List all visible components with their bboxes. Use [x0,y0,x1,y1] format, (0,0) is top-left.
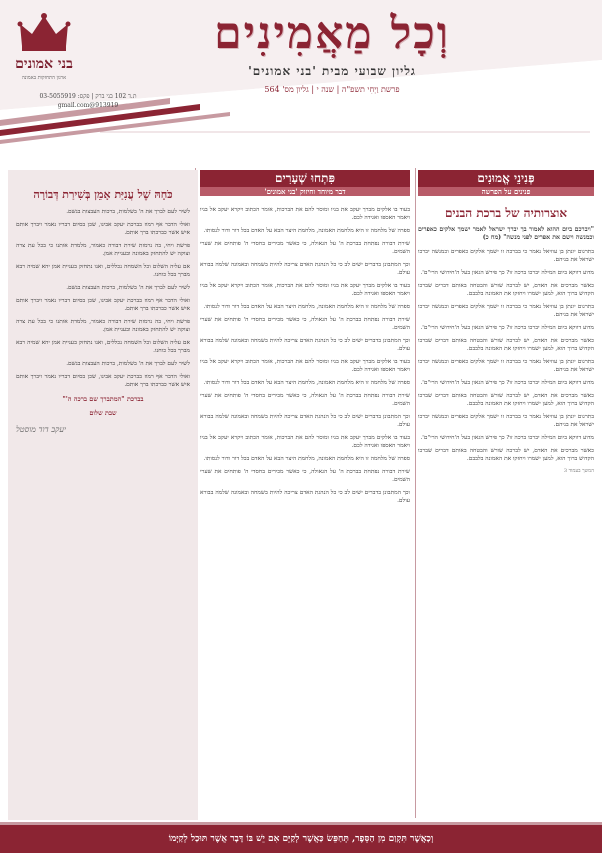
ribbon-subtitle: פנינים על הפרשה [418,187,594,196]
right-column [418,170,594,820]
crown-icon [14,12,74,54]
logo-subtitle: ארגון התחזקות באמונה [21,75,67,81]
middle-column-ribbon [200,170,410,196]
paragraph: אם עליה השלום וכל השמחה נכללים, ואנו נתחזק בעניית אמן יהא שמיה רבא מברך בכל כוחנו. [16,340,190,354]
paragraph: כאשר מברכים את האדם, יש לברכה שורש והבטחה באותם דברים שברכו הקדוש ברוך הוא, למען ישמרו ויחזקו את האמונה בלבבם. [418,393,594,408]
ribbon-title: פִּתְחוּ שְׁעָרִים [274,171,335,185]
article-title: אוצרותיה של ברכת הבנים [444,206,568,220]
paragraph: פרשת ויחי, בה נרמזת שירת דבורה כאמור, מלמדת אותנו כי בכל עת צרה וצוקה יש להתחזק באמונה ובעניית אמן. [16,319,190,333]
paragraph: וכך המתבונן בדברים ישים לב כי כל הנהגת האדם צריכה להיות בשמחה ובאמונה שלמה בבורא עולם. [200,338,410,352]
contact-address [28,92,148,110]
paragraph: בעוד בו אלקים מברך יעקב את בניו ומוסר להם את הברכות, אומר הכתוב ויקרא יעקב אל בניו ויאמר האספו ואגידה לכם. [200,283,410,297]
masthead-block [122,6,542,94]
closing-subtitle: שבת שלום [89,409,117,417]
paragraph: בתרגום יונתן בן עוזיאל נאמר כי בברכה זו ישמך אלקים כאפרים וכמנשה יברכו ישראל את בניהם. [418,414,594,429]
paragraph: שירת דבורה נפתחת בברכת ה' על הגאולה, כי כאשר מכירים בחסדי ה' פותחים את שערי השמים. [200,469,410,483]
paragraph: שירת דבורה נפתחת בברכת ה' על הגאולה, כי כאשר מכירים בחסדי ה' פותחים את שערי השמים. [200,393,410,407]
article-body [418,248,594,463]
logo-name: בני אמונים [15,56,73,72]
article-title: כֹּחָהּ שֶׁל עֲנִיַּת אָמֵן בְּשִׁירַת דְּבוֹרָה [33,188,173,201]
paragraph: כאשר מברכים את האדם, יש לברכה שורש והבטחה באותם דברים שברכו הקדוש ברוך הוא, למען ישמרו ויחזקו את האמונה בלבבם. [418,338,594,353]
paragraph: בעוד בו אלקים מברך יעקב את בניו ומוסר להם את הברכות, אומר הכתוב ויקרא יעקב אל בניו ויאמר האספו ואגידה לכם. [200,359,410,373]
paragraph: מדוע דווקא ביום המילה יברכו ברכה זו? כך פירש הגאון בעל ה'חידושי הרי"ם'. [420,325,594,332]
paragraph: ואולי הדבר אף רמוז בברכת יעקב אבינו, שכן בסיום דבריו נאמר ויברך אותם איש אשר כברכתו ברך אותם. [16,222,190,236]
verse-quote: "ויברכם ביום ההוא לאמור בך יברך ישראל לאמר ישמך אלקים כאפרים וכמנשה וישם את אפרים לפני מנשה" (מח כ) [418,226,594,242]
paragraph: מדוע דווקא ביום המילה יברכו ברכה זו? כך פירש הגאון בעל ה'חידושי הרי"ם'. [420,380,594,387]
paragraph: לשיר לעם לברך את ה' בשלמות, ברכות העבצות בגשם. [66,361,190,367]
masthead-header [0,0,602,150]
paragraph: שירת דבורה נפתחת בברכת ה' על הגאולה, כי כאשר מכירים בחסדי ה' פותחים את שערי השמים. [200,317,410,331]
paragraph: ספרה של מלחמה זו היא מלחמת האמונה, מלחמת היצר הבא על האדם בכל דור ודור לנסותו. [203,304,410,310]
organization-logo [10,12,78,98]
paragraph: ספרה של מלחמה זו היא מלחמת האמונה, מלחמת היצר הבא על האדם בכל דור ודור לנסותו. [203,228,410,234]
paragraph: וכך המתבונן בדברים ישים לב כי כל הנהגת האדם צריכה להיות בשמחה ובאמונה שלמה בבורא עולם. [200,490,410,504]
column-divider [415,168,416,818]
paragraph: לשיר לעם לברך את ה' בשלמות, ברכות העבצות בגשם. [66,285,190,291]
continued-note: המשך בעמוד 3 [563,468,594,475]
ribbon-title: פְּנִינֵי אֱמוּנִים [477,171,535,185]
paragraph: ספרה של מלחמה זו היא מלחמת האמונה, מלחמת היצר הבא על האדם בכל דור ודור לנסותו. [203,456,410,462]
paragraph: בתרגום יונתן בן עוזיאל נאמר כי בברכה זו ישמך אלקים כאפרים וכמנשה יברכו ישראל את בניהם. [418,304,594,319]
paragraph: וכך המתבונן בדברים ישים לב כי כל הנהגת האדם צריכה להיות בשמחה ובאמונה שלמה בבורא עולם. [200,414,410,428]
paragraph: ואולי הדבר אף רמוז בברכת יעקב אבינו, שכן בסיום דבריו נאמר ויברך אותם איש אשר כברכתו ברך אותם. [16,298,190,312]
footer-text: וְכָאֲשֶׁר תִּקְוַם מִן הַסֵּפֶר, תְּחַפֵּשׂ כַּאֲשֶׁר לְקַיֵּם אִם יֵשׁ בּוֹ דָּבָר אֲשֶׁר תּוּכַל לְקַיְּמוֹ [168,834,434,844]
paragraph: בעוד בו אלקים מברך יעקב את בניו ומוסר להם את הברכות, אומר הכתוב ויקרא יעקב אל בניו ויאמר האספו ואגידה לכם. [200,435,410,449]
paragraph: שירת דבורה נפתחת בברכת ה' על הגאולה, כי כאשר מכירים בחסדי ה' פותחים את שערי השמים. [200,241,410,255]
footer-banner [0,825,602,853]
issue-date-line: פרשת וַיְחִי תשפ"ה | שנה י | גליון מס' 564 [264,85,400,94]
email-line[interactable]: 913919@gmail.com [57,102,119,109]
paragraph: כאשר מברכים את האדם, יש לברכה שורש והבטחה באותם דברים שברכו הקדוש ברוך הוא, למען ישמרו ויחזקו את האמונה בלבבם. [418,283,594,298]
article-body [16,208,190,389]
paragraph: בתרגום יונתן בן עוזיאל נאמר כי בברכה זו ישמך אלקים כאפרים וכמנשה יברכו ישראל את בניהם. [418,359,594,374]
article-body [200,206,410,505]
paragraph: וכך המתבונן בדברים ישים לב כי כל הנהגת האדם צריכה להיות בשמחה ובאמונה שלמה בבורא עולם. [200,262,410,276]
closing-blessing: בברכת "המתברך שם ברכה ה'" [62,395,144,403]
paragraph: כאשר מברכים את האדם, יש לברכה שורש והבטחה באותם דברים שברכו הקדוש ברוך הוא, למען ישמרו ויחזקו את האמונה בלבבם. [418,448,594,463]
paragraph: פרשת ויחי, בה נרמזת שירת דבורה כאמור, מלמדת אותנו כי בכל עת צרה וצוקה יש להתחזק באמונה ובעניית אמן. [16,243,190,257]
page-title: וְכָל מַאֲמִינִים [214,8,450,59]
right-column-ribbon [418,170,594,196]
paragraph: ואולי הדבר אף רמוז בברכת יעקב אבינו, שכן בסיום דבריו נאמר ויברך אותם איש אשר כברכתו ברך אותם. [16,374,190,388]
paragraph: לשיר לעם לברך את ה' בשלמות, ברכות העבצות בגשם. [66,209,190,215]
paragraph: בעוד בו אלקים מברך יעקב את בניו ומוסר להם את הברכות, אומר הכתוב ויקרא יעקב אל בניו ויאמר האספו ואגידה לכם. [200,207,410,221]
paragraph: בתרגום יונתן בן עוזיאל נאמר כי בברכה זו ישמך אלקים כאפרים וכמנשה יברכו ישראל את בניהם. [418,249,594,264]
paragraph: ספרה של מלחמה זו היא מלחמת האמונה, מלחמת היצר הבא על האדם בכל דור ודור לנסותו. [203,380,410,386]
middle-column [200,170,410,820]
ribbon-subtitle: דבר מיוחד וחיזוק 'בני אמונים' [200,187,410,196]
paragraph: אם עליה השלום וכל השמחה נכללים, ואנו נתחזק בעניית אמן יהא שמיה רבא מברך בכל כוחנו. [16,264,190,278]
masthead-tagline: גליון שבועי מבית 'בני אמונים' [248,64,416,78]
left-column [8,170,198,820]
paragraph: מדוע דווקא ביום המילה יברכו ברכה זו? כך פירש הגאון בעל ה'חידושי הרי"ם'. [420,435,594,442]
author-signature: יעקב דוד מוסטל [16,425,67,434]
paragraph: מדוע דווקא ביום המילה יברכו ברכה זו? כך פירש הגאון בעל ה'חידושי הרי"ם'. [420,270,594,277]
address-line: ת.ד 102 בני ברק | פקס: 03-5055919 [39,93,137,100]
